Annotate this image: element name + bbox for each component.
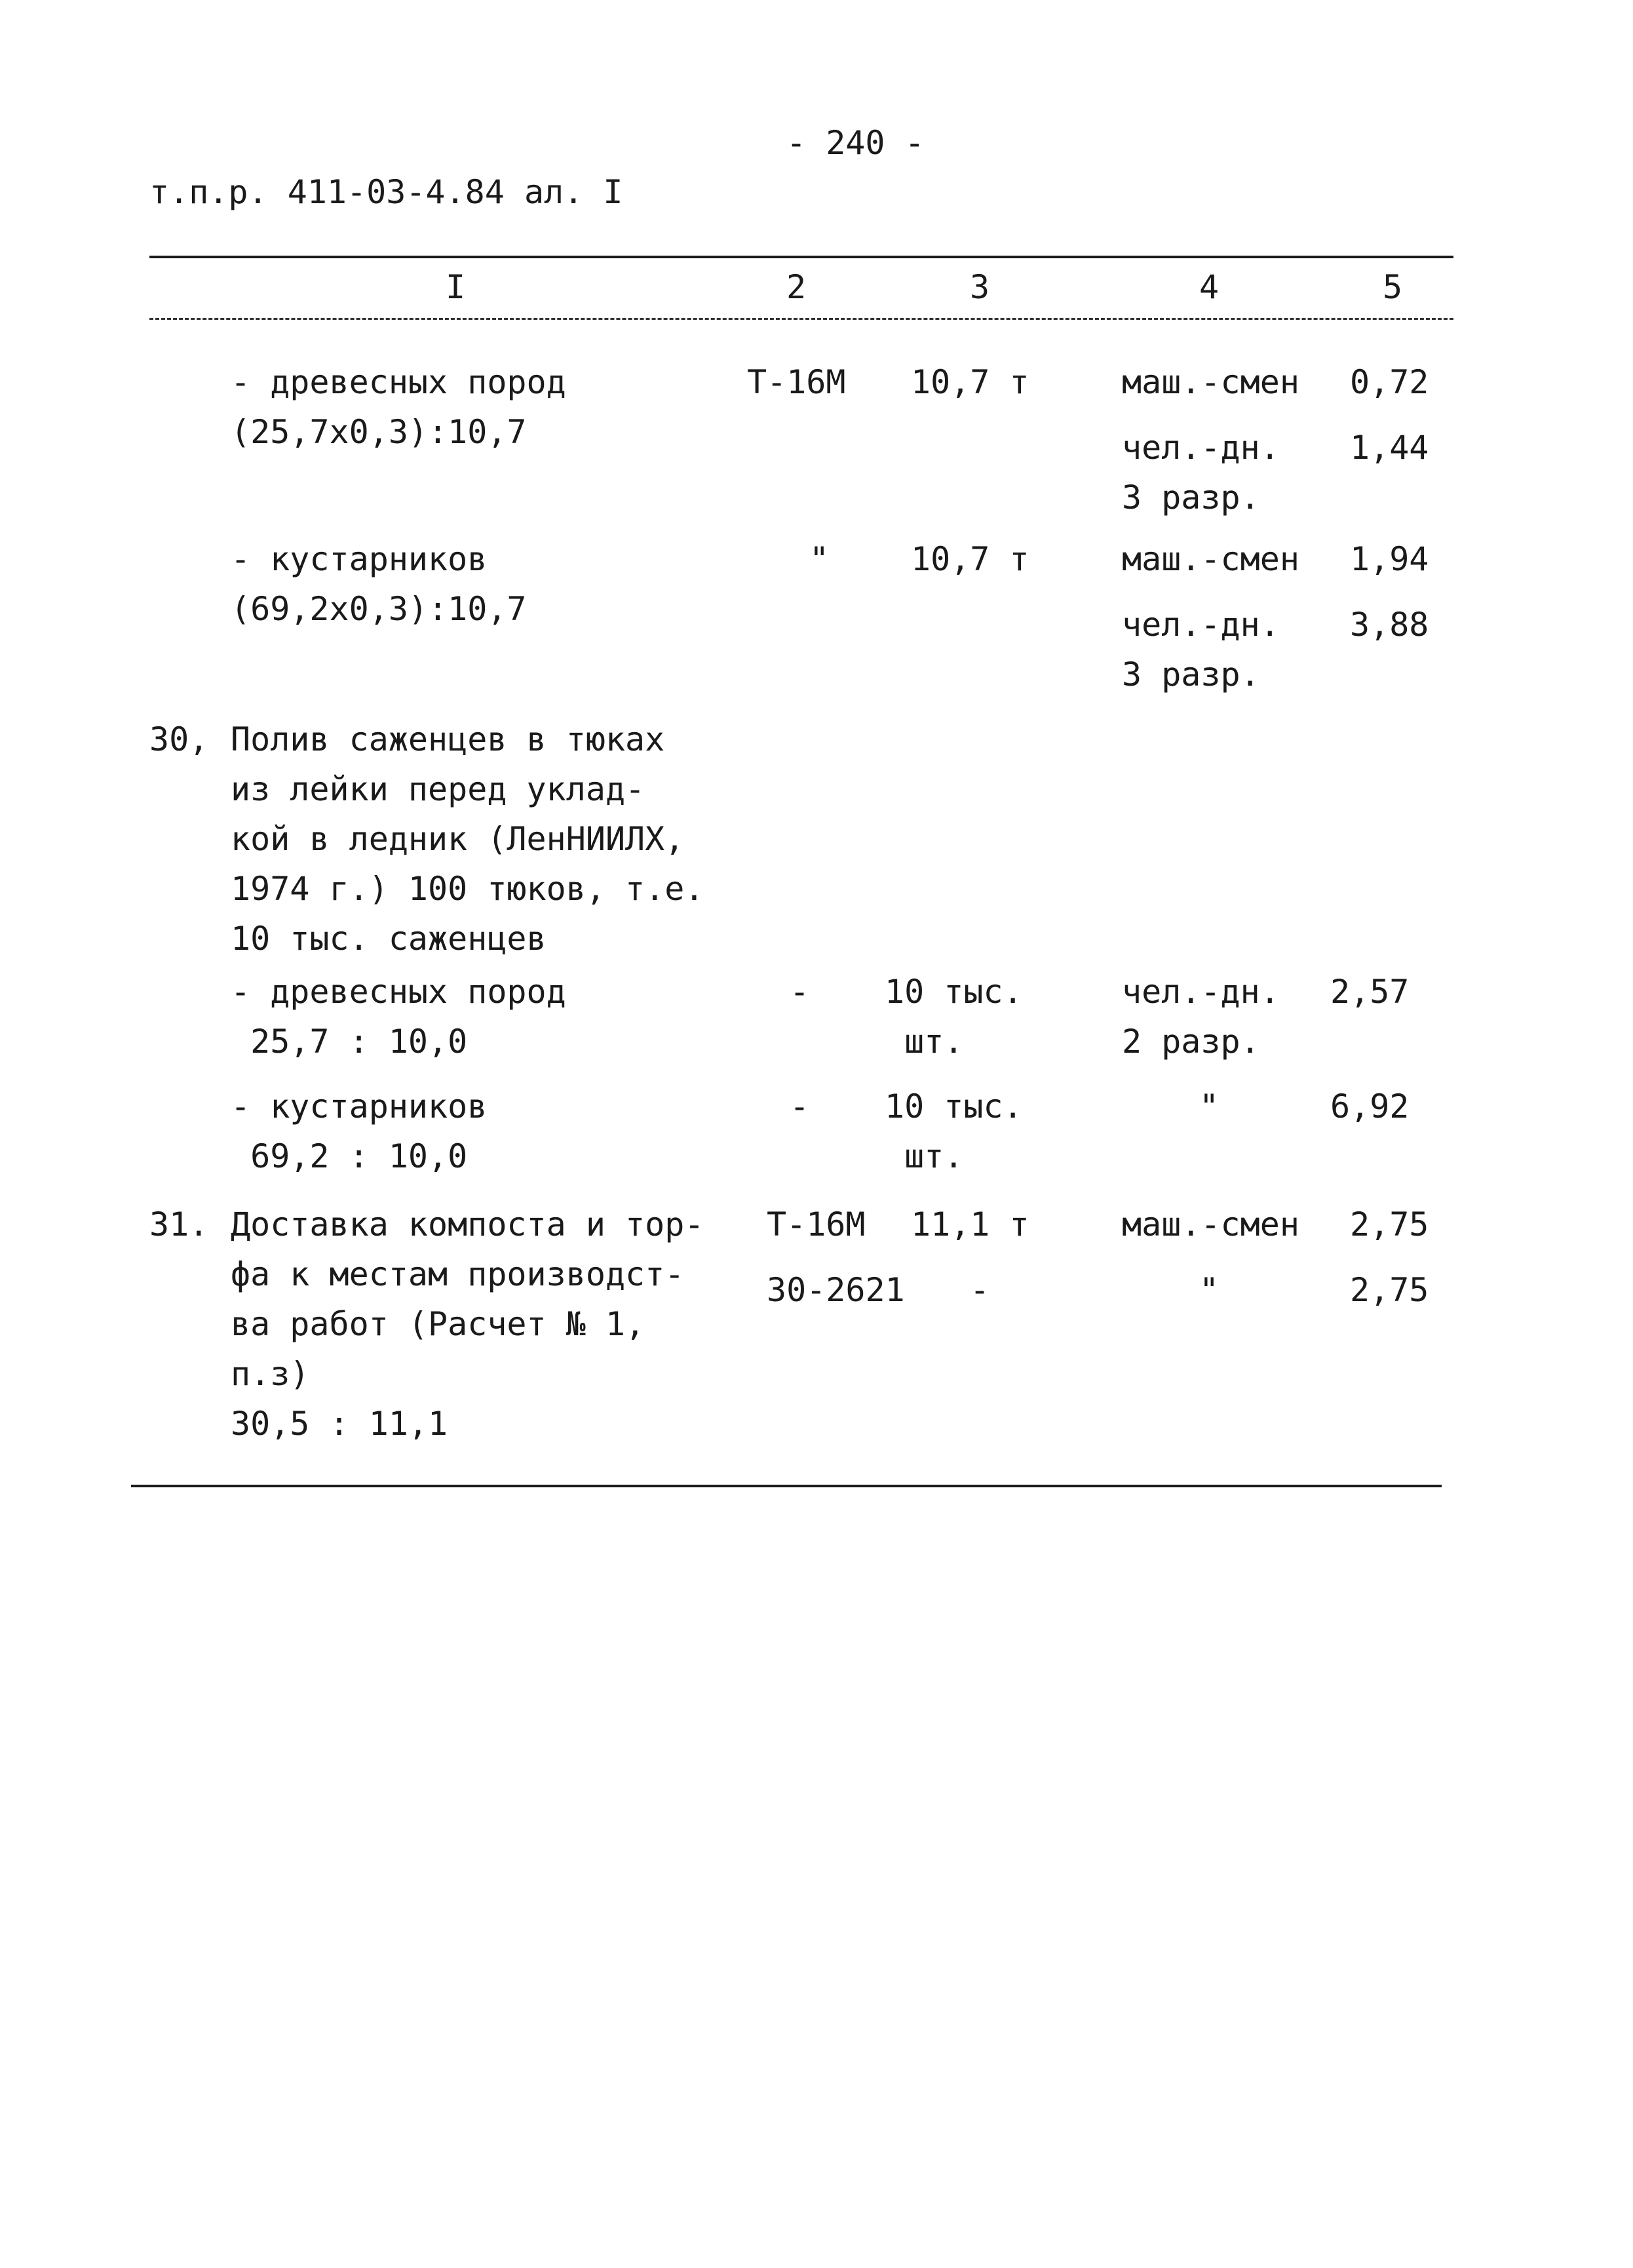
item31-unit-a: маш.-смен [1122, 1205, 1299, 1243]
row1-value-b: 1,44 [1350, 429, 1429, 467]
table-top-rule [149, 256, 1453, 258]
row1-volume: 10,7 т [911, 363, 1029, 401]
item31-volume-a: 11,1 т [911, 1205, 1029, 1243]
row4-value: 6,92 [1330, 1087, 1410, 1125]
item30-text: Полив саженцев в тюках из лейки перед уклад- кой в ледник (ЛенНИИЛХ, 1974 г.) 100 тюков, т.е. 10 тыс. саженцев [231, 720, 704, 958]
row1-unit-b: чел.-дн. 3 разр. [1122, 429, 1280, 517]
document-reference: т.п.р. 411-03-4.84 ал. I [149, 173, 623, 211]
column-header-2: 2 [786, 268, 807, 306]
row2-value-b: 3,88 [1350, 606, 1429, 644]
row3-value: 2,57 [1330, 973, 1410, 1011]
header-rule [149, 318, 1453, 320]
item31-text: Доставка компоста и тор- фа к местам производст- ва работ (Расчет № 1, п.з) 30,5 : 11,1 [231, 1205, 704, 1443]
row2-volume: 10,7 т [911, 540, 1029, 578]
row2-machine: " [809, 540, 830, 578]
item31-machine-a: Т-16М [767, 1205, 866, 1243]
item30-number: 30, [149, 720, 209, 758]
row3-machine: - [790, 973, 810, 1011]
row3-description: - древесных пород 25,7 : 10,0 [231, 973, 566, 1061]
column-header-1: I [446, 268, 466, 306]
item31-value-a: 2,75 [1350, 1205, 1429, 1243]
row2-description: - кустарников (69,2x0,3):10,7 [231, 540, 527, 628]
column-header-5: 5 [1383, 268, 1403, 306]
row4-volume: 10 тыс. шт. [885, 1087, 1023, 1175]
row4-machine: - [790, 1087, 810, 1125]
row4-unit: " [1199, 1087, 1220, 1125]
row3-unit: чел.-дн. 2 разр. [1122, 973, 1280, 1061]
row2-unit-a: маш.-смен [1122, 540, 1299, 578]
row1-value-a: 0,72 [1350, 363, 1429, 401]
row1-unit-a: маш.-смен [1122, 363, 1299, 401]
item31-volume-b: - [970, 1271, 990, 1309]
row3-volume: 10 тыс. шт. [885, 973, 1023, 1061]
row1-description: - древесных пород (25,7x0,3):10,7 [231, 363, 566, 451]
item31-value-b: 2,75 [1350, 1271, 1429, 1309]
item31-machine-b: 30-2621 [767, 1271, 905, 1309]
column-header-4: 4 [1199, 268, 1220, 306]
item31-unit-b: " [1199, 1271, 1220, 1309]
row2-value-a: 1,94 [1350, 540, 1429, 578]
table-bottom-rule [131, 1485, 1442, 1487]
item31-number: 31. [149, 1205, 209, 1243]
row1-machine: Т-16М [747, 363, 846, 401]
row4-description: - кустарников 69,2 : 10,0 [231, 1087, 488, 1175]
page-number: - 240 - [786, 124, 925, 162]
row2-unit-b: чел.-дн. 3 разр. [1122, 606, 1280, 694]
column-header-3: 3 [970, 268, 990, 306]
